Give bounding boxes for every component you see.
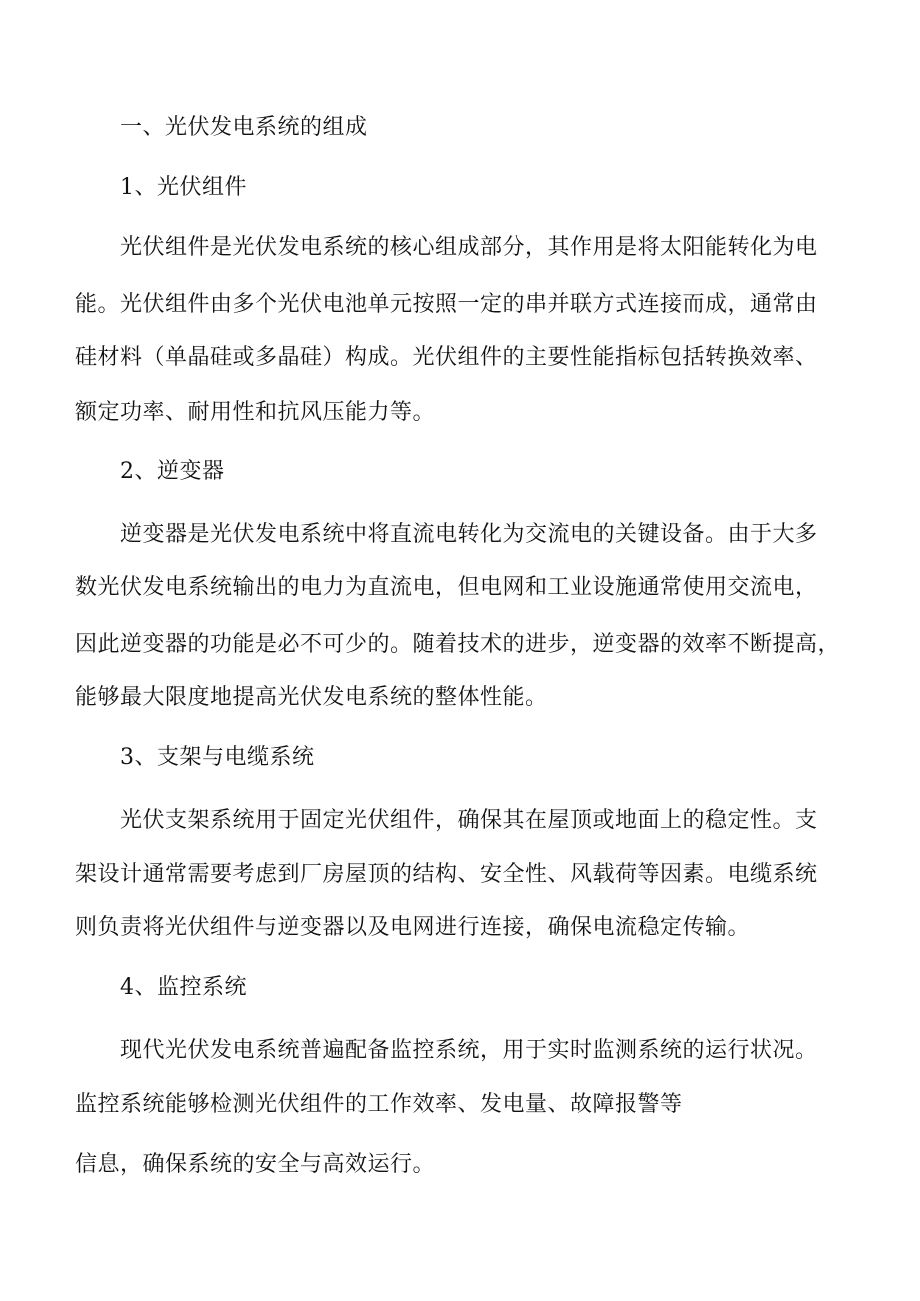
paragraph-line: 硅材料（单晶硅或多晶硅）构成。光伏组件的主要性能指标包括转换效率、 xyxy=(75,345,818,370)
paragraph-line: 信息，确保系统的安全与高效运行。 xyxy=(75,1152,436,1177)
paragraph-line: 逆变器是光伏发电系统中将直流电转化为交流电的关键设备。由于大多 xyxy=(120,522,818,547)
paragraph-line: 能。光伏组件由多个光伏电池单元按照一定的串并联方式连接而成，通常由 xyxy=(75,292,818,317)
subsection-heading-mounting-cabling: 3、支架与电缆系统 xyxy=(120,745,315,770)
subsection-heading-inverter: 2、逆变器 xyxy=(120,459,225,484)
paragraph-line: 因此逆变器的功能是必不可少的。随着技术的进步，逆变器的效率不断提高， xyxy=(75,632,841,657)
paragraph-line: 监控系统能够检测光伏组件的工作效率、发电量、故障报警等 xyxy=(75,1092,683,1117)
paragraph-line: 架设计通常需要考虑到厂房屋顶的结构、安全性、风载荷等因素。电缆系统 xyxy=(75,862,818,887)
paragraph-line: 数光伏发电系统输出的电力为直流电，但电网和工业设施通常使用交流电， xyxy=(75,575,818,600)
paragraph-line: 额定功率、耐用性和抗风压能力等。 xyxy=(75,400,436,425)
paragraph-line: 则负责将光伏组件与逆变器以及电网进行连接，确保电流稳定传输。 xyxy=(75,915,751,940)
section-title: 一、光伏发电系统的组成 xyxy=(120,115,368,140)
paragraph-line: 光伏支架系统用于固定光伏组件，确保其在屋顶或地面上的稳定性。支 xyxy=(120,808,818,833)
paragraph-line: 现代光伏发电系统普遍配备监控系统，用于实时监测系统的运行状况。 xyxy=(120,1038,818,1063)
subsection-heading-monitoring: 4、监控系统 xyxy=(120,975,247,1000)
paragraph-line: 光伏组件是光伏发电系统的核心组成部分，其作用是将太阳能转化为电 xyxy=(120,235,818,260)
subsection-heading-pv-modules: 1、光伏组件 xyxy=(120,175,247,200)
paragraph-line: 能够最大限度地提高光伏发电系统的整体性能。 xyxy=(75,685,548,710)
